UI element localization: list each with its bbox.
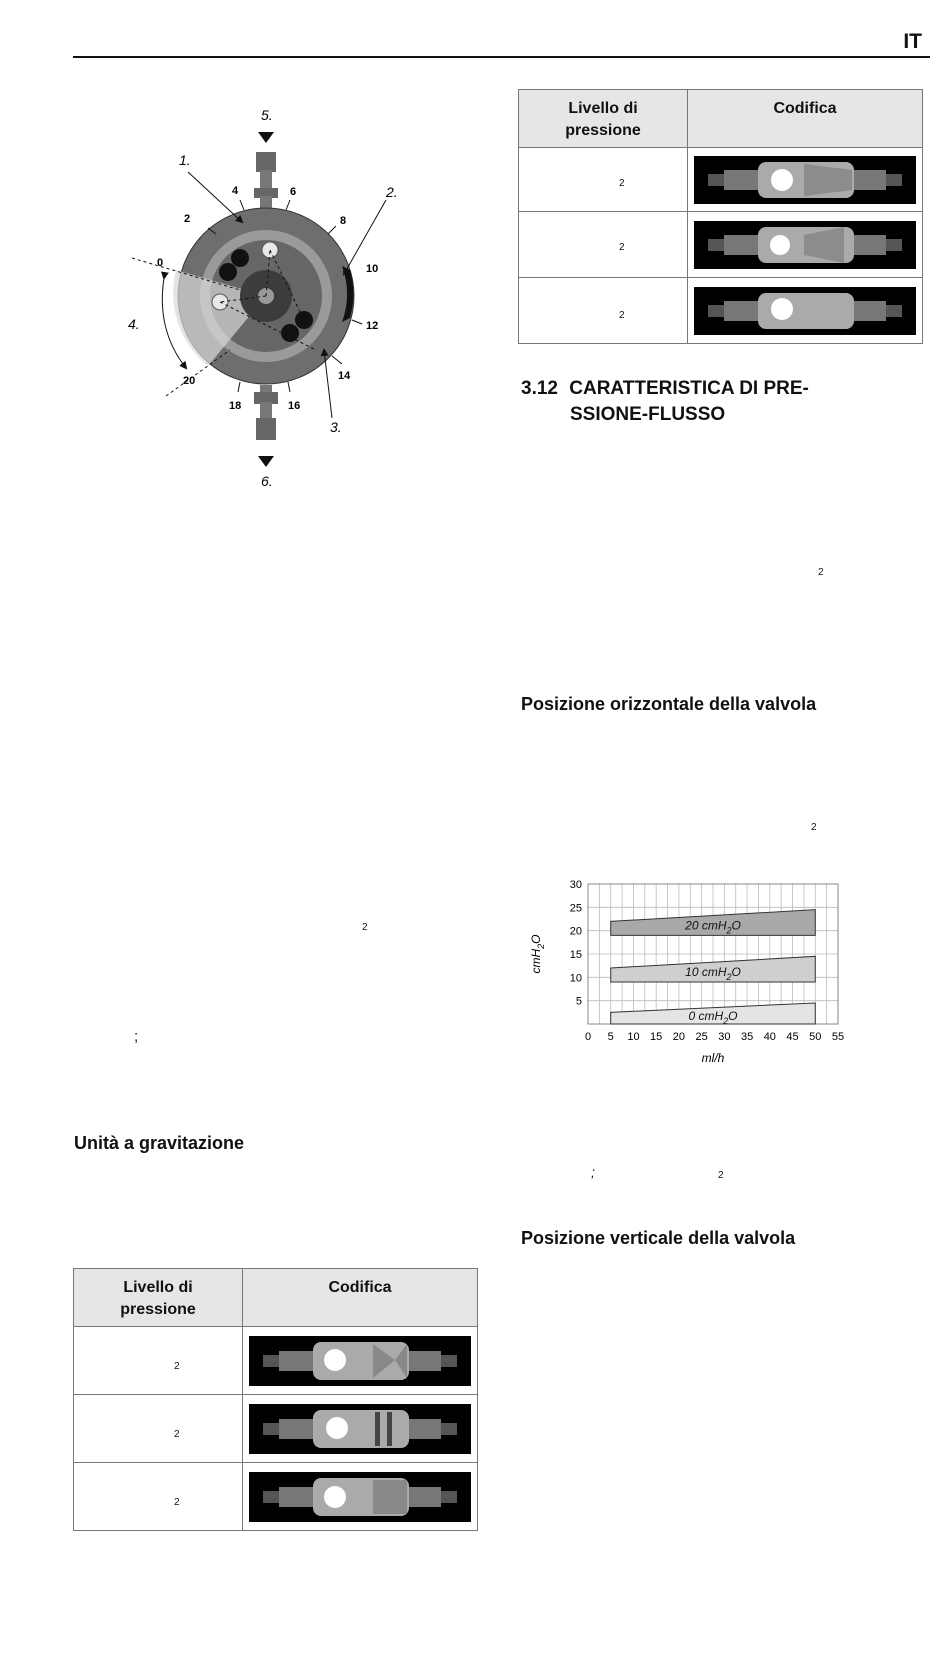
scale-10: 10 [366, 263, 379, 275]
callout-1: 1. [179, 152, 191, 168]
x-tick-label: 0 [584, 1031, 592, 1043]
language-code: IT [903, 30, 922, 53]
x-tick-label: 5 [607, 1031, 614, 1043]
series-label: 0 cmH$_2$O [688, 1008, 738, 1026]
scale-14: 14 [338, 370, 351, 382]
section-title-line1: CARATTERISTICA DI PRE- [569, 378, 809, 399]
y-tick-label: 15 [569, 949, 582, 961]
scale-0: 0 [157, 257, 164, 269]
superscript: 2 [718, 1170, 724, 1181]
heading-gravity: Unità a gravitazione [74, 1133, 245, 1153]
heading-vertical: Posizione verticale della valvola [521, 1228, 796, 1248]
callout-6: 6. [261, 473, 273, 489]
x-tick-label: 15 [650, 1031, 663, 1043]
y-tick-label: 30 [569, 879, 582, 891]
x-tick-label: 35 [740, 1031, 754, 1043]
scale-12: 12 [366, 320, 379, 332]
ball [231, 249, 249, 267]
ball [219, 263, 237, 281]
coding-table-bottom [73, 1268, 478, 1531]
pressure-cell: 2 [519, 148, 688, 212]
col-pressure-level: Livello di pressione [519, 90, 688, 148]
ball [295, 311, 313, 329]
y-tick-label: 5 [575, 995, 582, 1008]
xray-cell [243, 1463, 478, 1531]
xray-cell [688, 212, 923, 278]
xray-cell [243, 1395, 478, 1463]
y-tick-label: 10 [569, 972, 582, 985]
col-coding: Codifica [243, 1269, 478, 1327]
valve-connector-bottom [254, 385, 278, 440]
x-tick-label: 55 [831, 1031, 845, 1043]
scale-4: 4 [232, 185, 239, 197]
section-number: 3.12 [521, 378, 558, 399]
scale-18: 18 [229, 400, 242, 412]
valve-connector-top [254, 152, 278, 208]
x-tick-label: 20 [672, 1031, 686, 1043]
xray-image [249, 1404, 471, 1454]
semicolon: ; [134, 1028, 139, 1045]
scale-20: 20 [183, 375, 196, 387]
xray-image [694, 221, 916, 269]
superscript: 2 [811, 822, 817, 833]
heading-horizontal: Posizione orizzontale della valvola [521, 694, 817, 714]
scale-2: 2 [184, 213, 191, 225]
ball [281, 324, 299, 342]
x-axis-label: ml/h [701, 1051, 725, 1065]
coding-table-top [518, 89, 923, 344]
section-heading [521, 376, 809, 428]
y-axis-label: cmH$_2$O [529, 934, 546, 974]
pressure-cell: 2 [519, 212, 688, 278]
superscript: 2 [818, 567, 824, 578]
xray-image [694, 156, 916, 204]
x-tick-label: 50 [809, 1031, 822, 1043]
pressure-cell: 2 [74, 1395, 243, 1463]
pressure-cell: 2 [74, 1327, 243, 1395]
callout-5: 5. [261, 107, 273, 123]
callout-2: 2. [386, 184, 398, 200]
x-tick-label: 40 [763, 1031, 776, 1043]
series-label: 20 cmH$_2$O [685, 918, 741, 936]
pressure-cell: 2 [519, 278, 688, 344]
y-tick-label: 20 [569, 925, 582, 938]
pressure-flow-chart [520, 872, 880, 1092]
section-title-line2: SSIONE-FLUSSO [570, 404, 726, 425]
x-tick-label: 25 [695, 1031, 708, 1043]
scale-8: 8 [340, 215, 347, 227]
xray-image [249, 1472, 471, 1522]
xray-image [694, 287, 916, 335]
col-coding: Codifica [688, 90, 923, 148]
xray-cell [243, 1327, 478, 1395]
callout-4: 4. [128, 316, 140, 332]
pressure-cell: 2 [74, 1463, 243, 1531]
callout-3: 3. [330, 419, 342, 435]
valve-diagram [120, 100, 420, 500]
xray-cell [688, 278, 923, 344]
x-tick-label: 30 [718, 1031, 731, 1043]
x-tick-label: 10 [627, 1031, 640, 1043]
col-pressure-level: Livello di pressione [74, 1269, 243, 1327]
scale-16: 16 [288, 400, 301, 412]
semicolon: ; [591, 1164, 595, 1180]
series-label: 10 cmH$_2$O [685, 965, 741, 983]
x-tick-label: 45 [786, 1031, 799, 1043]
header-rule [73, 56, 930, 58]
scale-6: 6 [290, 186, 297, 198]
superscript: 2 [362, 922, 368, 933]
y-tick-label: 25 [569, 902, 582, 915]
xray-cell [688, 148, 923, 212]
xray-image [249, 1336, 471, 1386]
